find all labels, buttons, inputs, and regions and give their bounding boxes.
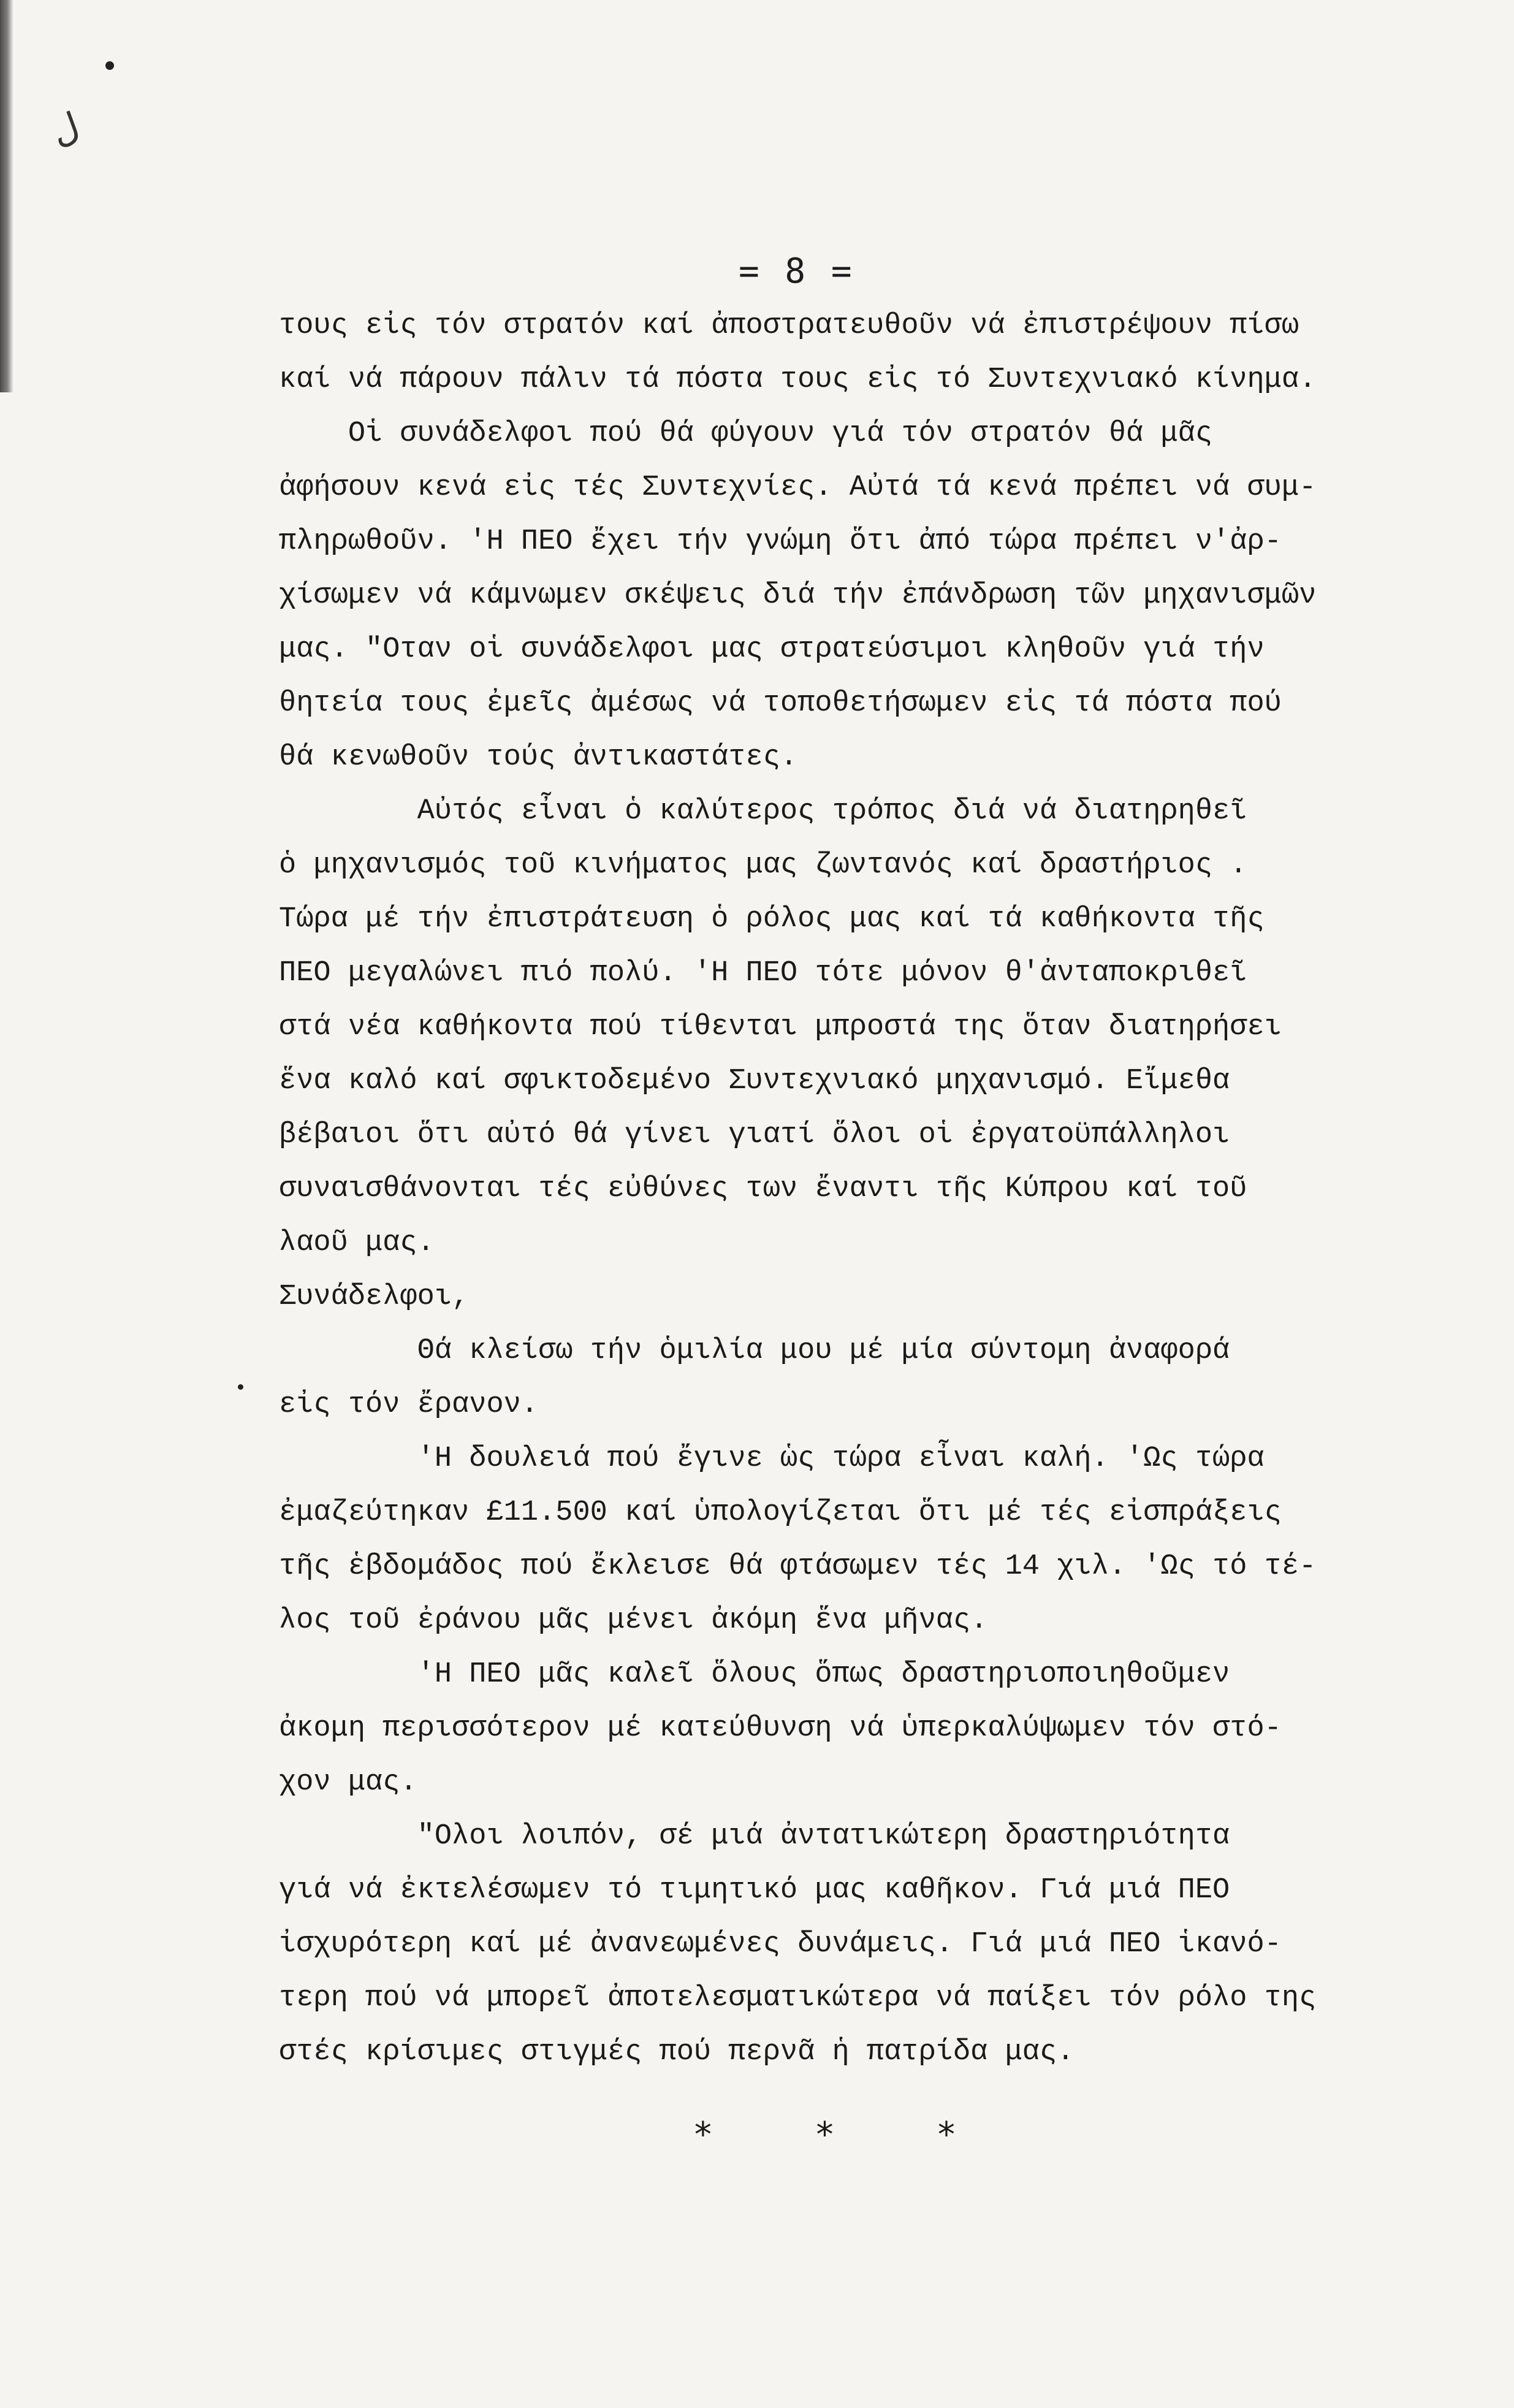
text-line: ΠΕΟ μεγαλώνει πιό πολύ. 'Η ΠΕΟ τότε μόνον θ'ἀνταποκριθεῖ [279,957,1247,989]
text-line: ὁ μηχανισμός τοῦ κινήματος μας ζωντανός καί δραστήριος . [279,849,1247,882]
ink-speck [238,1384,243,1390]
text-line: ἕνα καλό καί σφικτοδεμένο Συντεχνιακό μηχανισμό. Εἴμεθα [279,1065,1230,1097]
text-line: Συνάδελφοι, [279,1281,470,1313]
text-line: βέβαιοι ὅτι αὐτό θά γίνει γιατί ὅλοι οἱ ἐργατοϋπάλληλοι [279,1119,1230,1151]
page-number: = 8 = [739,251,854,291]
text-line: τερη πού νά μπορεῖ ἀποτελεσματικώτερα νά παίξει τόν ρόλο της [279,1982,1317,2014]
text-line: Αὐτός εἶναι ὁ καλύτερος τρόπος διά νά διατηρηθεῖ [279,795,1247,828]
text-line: μας. "Οταν οἱ συνάδελφοι μας στρατεύσιμοι κληθοῦν γιά τήν [279,633,1265,666]
text-line: στά νέα καθήκοντα πού τίθενται μπροστά της ὅταν διατηρήσει [279,1011,1282,1043]
text-line: 'Η ΠΕΟ μᾶς καλεῖ ὅλους ὅπως δραστηριοποιηθοῦμεν [279,1658,1230,1691]
text-line: θητεία τους ἐμεῖς ἀμέσως νά τοποθετήσωμεν εἰς τά πόστα πού [279,687,1282,720]
text-line: τῆς ἑβδομάδος πού ἔκλεισε θά φτάσωμεν τές 14 χιλ. 'Ως τό τέ- [279,1550,1317,1583]
text-line: Οἱ συνάδελφοι πού θά φύγουν γιά τόν στρατόν θά μᾶς [279,417,1213,450]
text-line: στές κρίσιμες στιγμές πού περνᾶ ἡ πατρίδα μας. [279,2036,1075,2068]
text-line: εἰς τόν ἔρανον. [279,1389,539,1421]
handwritten-mark: ل [45,104,86,154]
text-line: πληρωθοῦν. 'Η ΠΕΟ ἔχει τήν γνώμη ὅτι ἀπό τώρα πρέπει ν'ἀρ- [279,525,1282,558]
text-line: 'Η δουλειά πού ἔγινε ὡς τώρα εἶναι καλή. 'Ως τώρα [279,1442,1265,1475]
text-line: Θά κλείσω τήν ὁμιλία μου μέ μία σύντομη ἀναφορά [279,1335,1230,1367]
typed-text-body [279,299,1431,2079]
text-line: θά κενωθοῦν τούς ἀντικαστάτες. [279,741,798,774]
text-line: ἐμαζεύτηκαν £11.500 καί ὑπολογίζεται ὅτι μέ τές εἰσπράξεις [279,1496,1282,1529]
ink-speck [105,61,114,70]
text-line: ἀκομη περισσότερον μέ κατεύθυνση νά ὑπερκαλύψωμεν τόν στό- [279,1712,1282,1745]
text-line: λος τοῦ ἐράνου μᾶς μένει ἀκόμη ἕνα μῆνας. [279,1604,988,1637]
closing-asterisks: * * * [693,2115,961,2155]
text-line: συναισθάνονται τές εὐθύνες των ἔναντι τῆς Κύπρου καί τοῦ [279,1173,1247,1205]
text-line: Τώρα μέ τήν ἐπιστράτευση ὁ ρόλος μας καί τά καθήκοντα τῆς [279,903,1265,935]
text-line: ἀφήσουν κενά εἰς τές Συντεχνίες. Αὐτά τά κενά πρέπει νά συμ- [279,471,1317,504]
scan-shadow-edge [0,0,13,392]
text-line: χον μας. [279,1766,417,1799]
text-line: γιά νά ἐκτελέσωμεν τό τιμητικό μας καθῆκον. Γιά μιά ΠΕΟ [279,1874,1230,1907]
text-line: καί νά πάρουν πάλιν τά πόστα τους εἰς τό Συντεχνιακό κίνημα. [279,364,1317,396]
text-line: χίσωμεν νά κάμνωμεν σκέψεις διά τήν ἐπάνδρωση τῶν μηχανισμῶν [279,579,1317,612]
text-line: "Ολοι λοιπόν, σέ μιά ἀντατικώτερη δραστηριότητα [279,1820,1230,1853]
text-line: ἰσχυρότερη καί μέ ἀνανεωμένες δυνάμεις. Γιά μιά ΠΕΟ ἱκανό- [279,1928,1282,1960]
text-line: λαοῦ μας. [279,1227,435,1259]
text-line: τους εἰς τόν στρατόν καί ἀποστρατευθοῦν νά ἐπιστρέψουν πίσω [279,310,1299,342]
